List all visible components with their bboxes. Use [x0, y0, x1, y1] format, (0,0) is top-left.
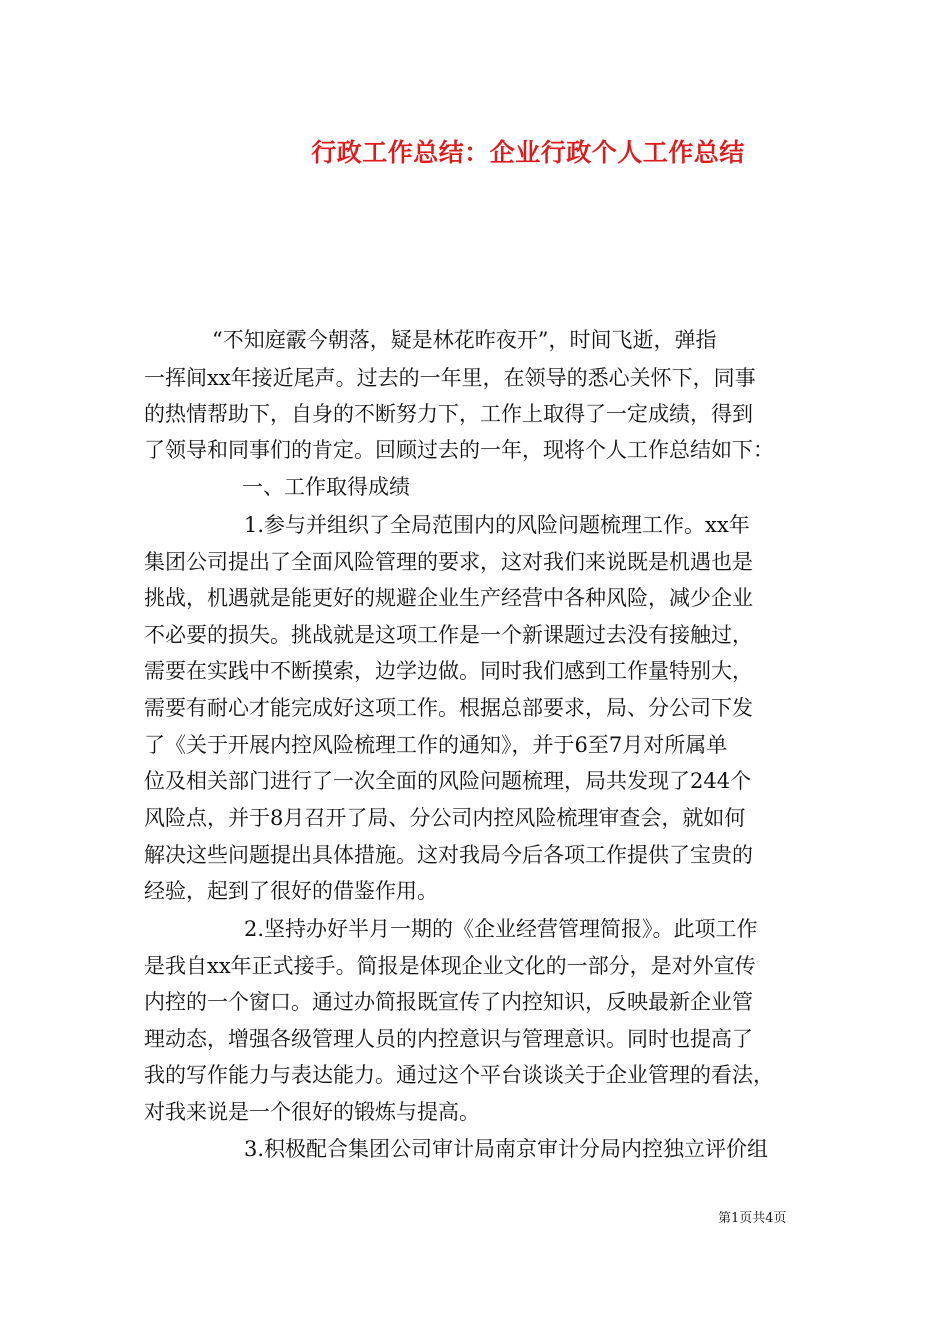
paragraph-line: 是我自xx年正式接手。简报是体现企业文化的一部分，是对外宣传 — [144, 954, 756, 978]
paragraph-line: 内控的一个窗口。通过办简报既宣传了内控知识，反映最新企业管 — [144, 990, 753, 1014]
paragraph-line: 不必要的损失。挑战就是这项工作是一个新课题过去没有接触过， — [144, 623, 753, 647]
paragraph-line: 理动态，增强各级管理人员的内控意识与管理意识。同时也提高了 — [144, 1027, 753, 1051]
paragraph-line: 集团公司提出了全面风险管理的要求，这对我们来说既是机遇也是 — [144, 550, 753, 574]
paragraph-line: 的热情帮助下，自身的不断努力下，工作上取得了一定成绩，得到 — [144, 402, 753, 426]
paragraph-line: 经验，起到了很好的借鉴作用。 — [144, 879, 438, 903]
paragraph-line: 一挥间xx年接近尾声。过去的一年里，在领导的悉心关怀下，同事 — [144, 366, 756, 390]
paragraph-line: 位及相关部门进行了一次全面的风险问题梳理，局共发现了244个 — [144, 769, 752, 793]
paragraph-line: 3.积极配合集团公司审计局南京审计分局内控独立评价组 — [244, 1137, 769, 1161]
paragraph-line: 挑战，机遇就是能更好的规避企业生产经营中各种风险，减少企业 — [144, 586, 753, 610]
paragraph-line: 解决这些问题提出具体措施。这对我局今后各项工作提供了宝贵的 — [144, 843, 753, 867]
paragraph-line: 对我来说是一个很好的锻炼与提高。 — [144, 1100, 480, 1124]
paragraph-line: 需要有耐心才能完成好这项工作。根据总部要求，局、分公司下发 — [144, 696, 753, 720]
paragraph-line: 了《关于开展内控风险梳理工作的通知》，并于6至7月对所属单 — [144, 733, 728, 757]
paragraph-line: 1.参与并组织了全局范围内的风险问题梳理工作。xx年 — [244, 513, 750, 537]
paragraph-line: 2.坚持办好半月一期的《企业经营管理简报》。此项工作 — [244, 917, 758, 941]
document-title: 行政工作总结：企业行政个人工作总结 — [311, 138, 745, 167]
paragraph-line: 了领导和同事们的肯定。回顾过去的一年，现将个人工作总结如下： — [144, 438, 774, 462]
section-heading: 一、工作取得成绩 — [242, 475, 410, 499]
paragraph-line: 需要在实践中不断摸索，边学边做。同时我们感到工作量特别大， — [144, 659, 753, 683]
page-number: 第1页共4页 — [718, 1211, 787, 1226]
paragraph-line: “不知庭霰今朝落，疑是林花昨夜开”，时间飞逝，弹指 — [212, 328, 717, 352]
paragraph-line: 风险点，并于8月召开了局、分公司内控风险梳理审查会，就如何 — [144, 806, 746, 830]
paragraph-line: 我的写作能力与表达能力。通过这个平台谈谈关于企业管理的看法， — [144, 1063, 774, 1087]
